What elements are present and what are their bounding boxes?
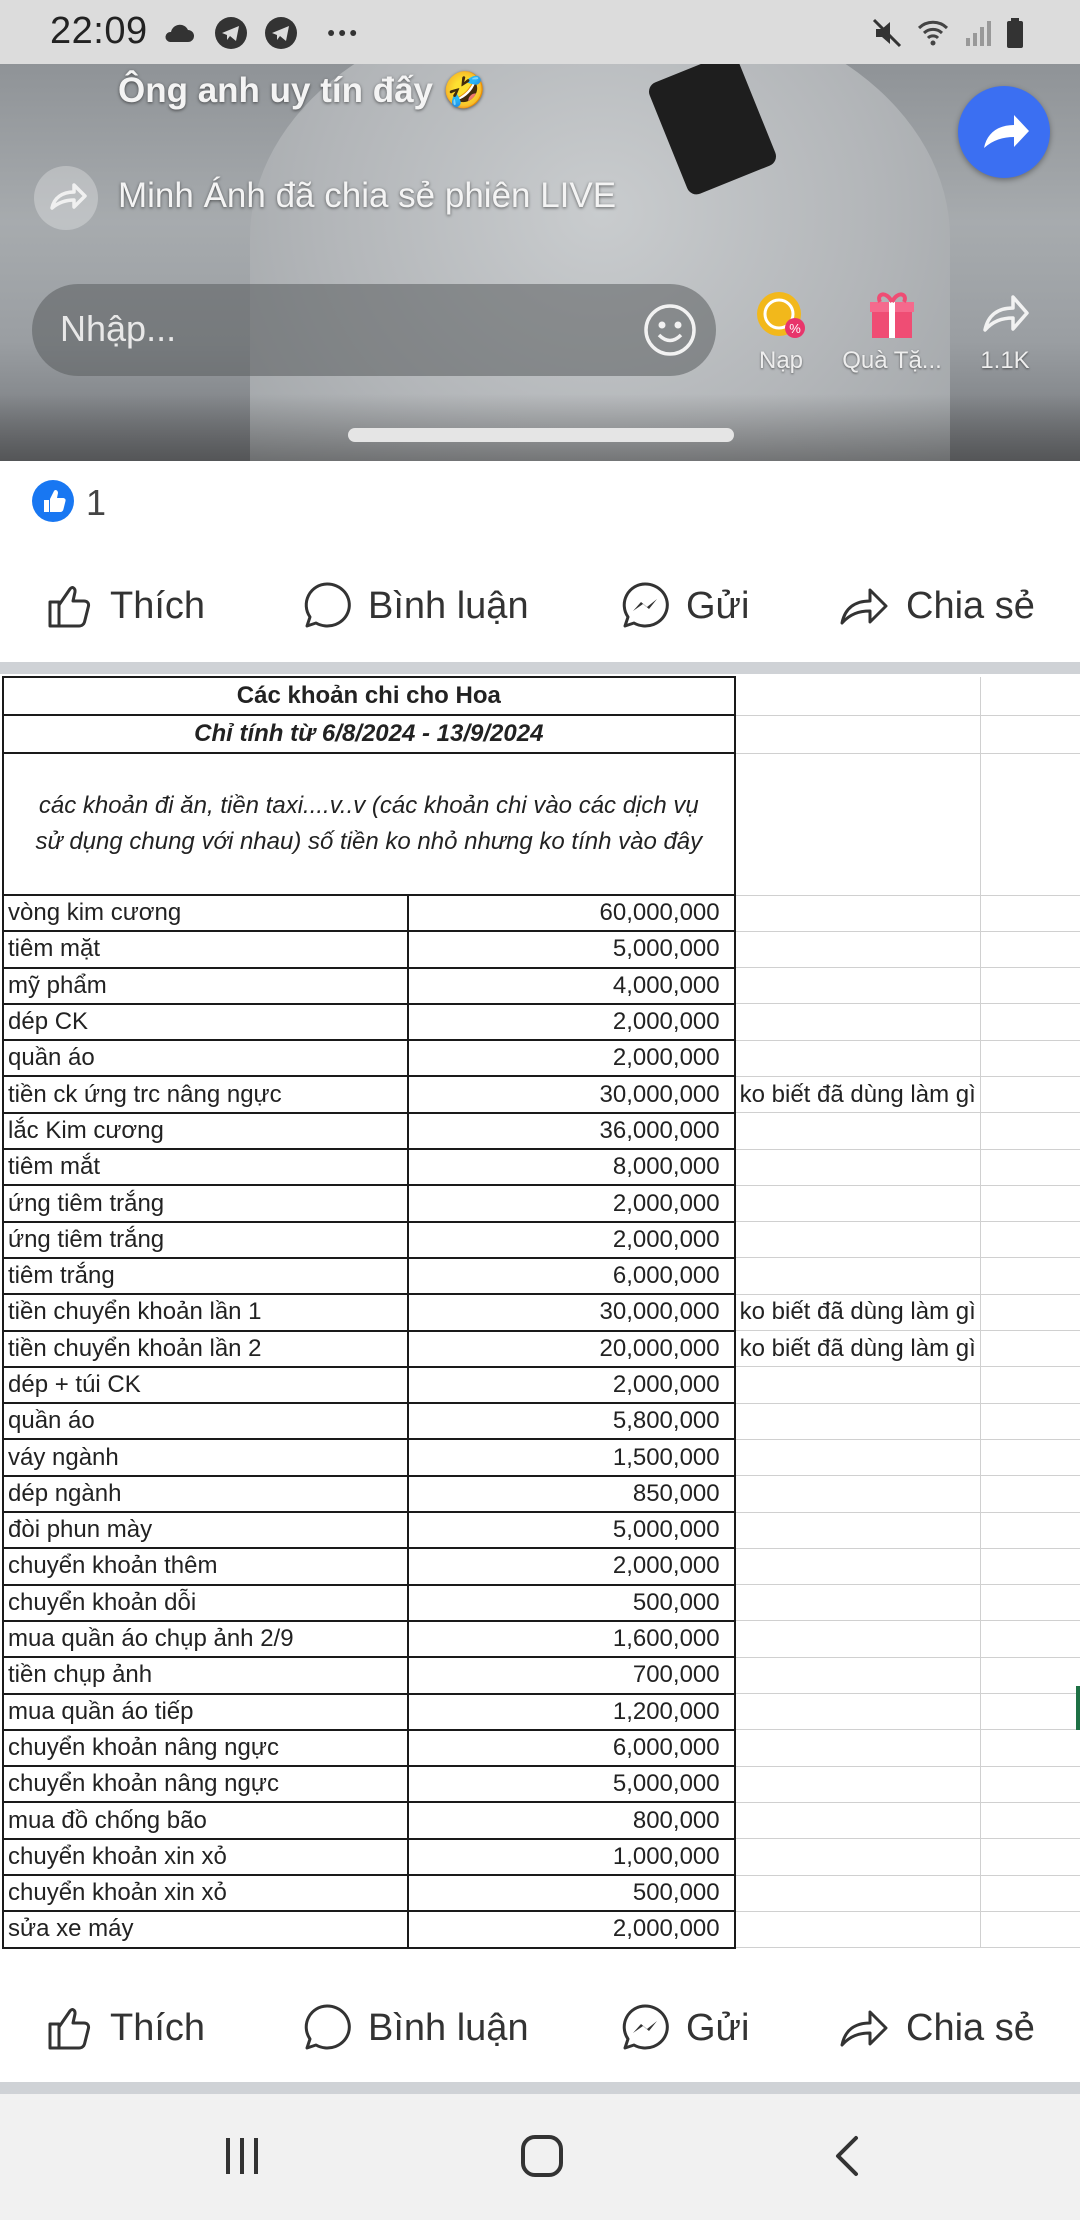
telegram-icon (264, 16, 298, 50)
table-row (3, 1185, 1080, 1221)
table-row (3, 968, 1080, 1004)
expense-amount: 2,000,000 (408, 1911, 734, 1947)
table-subtitle-row (3, 715, 1080, 753)
expense-amount: 5,000,000 (408, 1512, 734, 1548)
expense-item: dép CK (3, 1004, 408, 1040)
table-row (3, 1730, 1080, 1766)
table-row (3, 1585, 1080, 1621)
expense-amount: 20,000,000 (408, 1331, 734, 1367)
expense-amount: 1,000,000 (408, 1839, 734, 1875)
empty-cell (980, 1476, 1080, 1512)
empty-cell (980, 1439, 1080, 1475)
share-fab-button[interactable] (958, 86, 1050, 178)
svg-text:%: % (789, 321, 801, 336)
share-icon (836, 2001, 892, 2055)
messenger-icon (618, 579, 672, 633)
send-button[interactable]: Gửi (618, 2000, 749, 2056)
table-row (3, 1875, 1080, 1911)
expense-amount: 500,000 (408, 1875, 734, 1911)
expense-amount: 2,000,000 (408, 1222, 734, 1258)
expense-remark (735, 1149, 981, 1185)
thumbs-up-icon (44, 580, 96, 632)
spreadsheet-image[interactable] (0, 676, 1080, 1966)
expense-remark (735, 1548, 981, 1584)
home-icon[interactable] (518, 2132, 566, 2180)
table-row (3, 1439, 1080, 1475)
expense-item: đòi phun mày (3, 1512, 408, 1548)
expense-remark (735, 1585, 981, 1621)
expense-remark (735, 1222, 981, 1258)
expense-remark (735, 1403, 981, 1439)
live-comment: Ông anh uy tín đấy 🤣 (118, 71, 487, 110)
expense-remark (735, 1367, 981, 1403)
expense-amount: 1,200,000 (408, 1694, 734, 1730)
share-notice-icon (34, 166, 98, 230)
table-row (3, 1040, 1080, 1076)
empty-cell (980, 1512, 1080, 1548)
expense-remark (735, 1258, 981, 1294)
expense-amount: 30,000,000 (408, 1076, 734, 1112)
expense-amount: 4,000,000 (408, 968, 734, 1004)
expense-amount: 2,000,000 (408, 1548, 734, 1584)
expense-item: tiêm mắt (3, 1149, 408, 1185)
table-row (3, 1076, 1080, 1112)
table-row (3, 1911, 1080, 1947)
expense-table (2, 676, 1080, 1949)
system-nav-bar (0, 2094, 1080, 2220)
share-button[interactable]: Chia sẻ (836, 2000, 1035, 2056)
expense-item: quần áo (3, 1403, 408, 1439)
expense-amount: 5,800,000 (408, 1403, 734, 1439)
empty-cell (980, 1585, 1080, 1621)
gift-icon (864, 286, 920, 342)
table-row (3, 1802, 1080, 1838)
like-button[interactable]: Thích (44, 2000, 205, 2056)
expense-amount: 2,000,000 (408, 1040, 734, 1076)
expense-item: chuyển khoản xin xỏ (3, 1839, 408, 1875)
share-notice-text: Minh Ánh đã chia sẻ phiên LIVE (118, 176, 617, 215)
table-row (3, 1113, 1080, 1149)
expense-item: chuyển khoản thêm (3, 1548, 408, 1584)
expense-amount: 500,000 (408, 1585, 734, 1621)
expense-remark (735, 1875, 981, 1911)
expense-item: chuyển khoản nâng ngực (3, 1730, 408, 1766)
table-row (3, 1621, 1080, 1657)
expense-remark (735, 1766, 981, 1802)
post-action-bar (0, 1976, 1080, 2076)
table-row (3, 1657, 1080, 1693)
expense-remark (735, 1185, 981, 1221)
live-video[interactable] (0, 64, 1080, 461)
empty-cell (980, 1185, 1080, 1221)
emoji-icon[interactable] (642, 302, 698, 358)
topup-button[interactable]: % Nạp (731, 286, 831, 375)
expense-item: tiền chuyển khoản lần 1 (3, 1294, 408, 1330)
battery-icon (1000, 16, 1034, 50)
expense-amount: 1,600,000 (408, 1621, 734, 1657)
empty-cell (980, 1149, 1080, 1185)
expense-amount: 5,000,000 (408, 1766, 734, 1802)
expense-amount: 36,000,000 (408, 1113, 734, 1149)
like-button[interactable]: Thích (44, 578, 205, 634)
expense-remark (735, 1839, 981, 1875)
expense-amount: 1,500,000 (408, 1439, 734, 1475)
table-row (3, 1548, 1080, 1584)
expense-item: mua quần áo chụp ảnh 2/9 (3, 1621, 408, 1657)
expense-item: váy ngành (3, 1439, 408, 1475)
share-icon (977, 286, 1033, 342)
table-row (3, 1766, 1080, 1802)
expense-remark (735, 1730, 981, 1766)
expense-remark: ko biết đã dùng làm gì (735, 1076, 981, 1112)
like-reaction-icon (32, 480, 74, 522)
expense-item: tiêm mặt (3, 931, 408, 967)
empty-cell (980, 1802, 1080, 1838)
expense-item: mua quần áo tiếp (3, 1694, 408, 1730)
wifi-icon (916, 16, 950, 50)
empty-cell (980, 1403, 1080, 1439)
live-share-button[interactable]: 1.1K (955, 286, 1055, 375)
table-row (3, 1403, 1080, 1439)
table-row (3, 1294, 1080, 1330)
expense-item: tiền chuyển khoản lần 2 (3, 1331, 408, 1367)
expense-remark (735, 1004, 981, 1040)
empty-cell (980, 1730, 1080, 1766)
table-row (3, 1367, 1080, 1403)
table-row (3, 1222, 1080, 1258)
expense-amount: 5,000,000 (408, 931, 734, 967)
signal-icon (962, 16, 996, 50)
empty-cell (980, 1258, 1080, 1294)
expense-amount: 8,000,000 (408, 1149, 734, 1185)
expense-remark (735, 1512, 981, 1548)
empty-cell (980, 968, 1080, 1004)
thumbs-up-icon (44, 2002, 96, 2054)
expense-item: chuyển khoản nâng ngực (3, 1766, 408, 1802)
expense-item: dép + túi CK (3, 1367, 408, 1403)
expense-amount: 700,000 (408, 1657, 734, 1693)
empty-cell (980, 1548, 1080, 1584)
expense-item: dép ngành (3, 1476, 408, 1512)
expense-item: tiền chụp ảnh (3, 1657, 408, 1693)
empty-cell (980, 1657, 1080, 1693)
like-count[interactable]: 1 (86, 482, 107, 523)
expense-remark (735, 1911, 981, 1947)
empty-cell (980, 1694, 1080, 1730)
expense-amount: 2,000,000 (408, 1367, 734, 1403)
cell-selection-marker (1076, 1686, 1080, 1730)
empty-cell (980, 1004, 1080, 1040)
expense-item: tiêm trắng (3, 1258, 408, 1294)
table-row (3, 1331, 1080, 1367)
table-title: Các khoản chi cho Hoa (3, 677, 735, 715)
table-row (3, 1149, 1080, 1185)
expense-amount: 850,000 (408, 1476, 734, 1512)
expense-item: ứng tiêm trắng (3, 1185, 408, 1221)
expense-amount: 2,000,000 (408, 1004, 734, 1040)
telegram-icon (214, 16, 248, 50)
post-divider (0, 662, 1080, 674)
expense-remark (735, 931, 981, 967)
expense-amount: 60,000,000 (408, 895, 734, 931)
feed-divider (0, 2082, 1080, 2094)
share-button[interactable]: Chia sẻ (836, 578, 1035, 634)
expense-item: lắc Kim cương (3, 1113, 408, 1149)
recent-apps-icon[interactable] (220, 2134, 264, 2178)
expense-item: chuyển khoản xin xỏ (3, 1875, 408, 1911)
expense-item: mua đồ chống bão (3, 1802, 408, 1838)
status-bar (0, 0, 1080, 64)
back-icon[interactable] (826, 2134, 870, 2178)
table-row (3, 1476, 1080, 1512)
table-row (3, 931, 1080, 967)
expense-remark (735, 1694, 981, 1730)
cloud-icon (162, 16, 196, 50)
table-row (3, 1512, 1080, 1548)
empty-cell (980, 895, 1080, 931)
table-row (3, 1258, 1080, 1294)
expense-amount: 6,000,000 (408, 1730, 734, 1766)
expense-item: tiền ck ứng trc nâng ngực (3, 1076, 408, 1112)
expense-item: mỹ phẩm (3, 968, 408, 1004)
expense-remark (735, 1040, 981, 1076)
comment-bubble-icon (300, 2001, 354, 2055)
expense-remark (735, 968, 981, 1004)
expense-remark (735, 1113, 981, 1149)
expense-remark (735, 1802, 981, 1838)
more-dots-icon (326, 16, 360, 50)
expense-amount: 2,000,000 (408, 1185, 734, 1221)
send-button[interactable]: Gửi (618, 578, 749, 634)
mute-icon (870, 16, 904, 50)
expense-remark (735, 895, 981, 931)
comment-input-placeholder: Nhập... (60, 308, 177, 349)
expense-remark (735, 1476, 981, 1512)
empty-cell (980, 1911, 1080, 1947)
empty-cell (980, 1766, 1080, 1802)
empty-cell (980, 1222, 1080, 1258)
expense-amount: 30,000,000 (408, 1294, 734, 1330)
share-arrow-icon (958, 86, 1050, 178)
comment-button[interactable]: Bình luận (300, 578, 529, 634)
empty-cell (980, 1040, 1080, 1076)
video-home-indicator (348, 428, 734, 442)
expense-remark (735, 1439, 981, 1475)
table-row (3, 1694, 1080, 1730)
table-row (3, 1839, 1080, 1875)
empty-cell (980, 1113, 1080, 1149)
messenger-icon (618, 2001, 672, 2055)
expense-item: ứng tiêm trắng (3, 1222, 408, 1258)
empty-cell (980, 1621, 1080, 1657)
empty-cell (980, 931, 1080, 967)
expense-item: sửa xe máy (3, 1911, 408, 1947)
table-note: các khoản đi ăn, tiền taxi....v..v (các khoản chi vào các dịch vụ sử dụng chung với nhau) số tiền ko nhỏ nhưng ko tính vào đây (3, 753, 735, 895)
expense-amount: 800,000 (408, 1802, 734, 1838)
empty-cell (980, 1839, 1080, 1875)
expense-amount: 6,000,000 (408, 1258, 734, 1294)
empty-cell (980, 1331, 1080, 1367)
expense-item: vòng kim cương (3, 895, 408, 931)
table-title-row (3, 677, 1080, 715)
share-icon (836, 579, 892, 633)
expense-remark (735, 1657, 981, 1693)
empty-cell (980, 1875, 1080, 1911)
gift-button[interactable]: Quà Tặ... (842, 286, 942, 375)
table-subtitle: Chỉ tính từ 6/8/2024 - 13/9/2024 (3, 715, 735, 753)
empty-cell (980, 1294, 1080, 1330)
expense-remark: ko biết đã dùng làm gì (735, 1331, 981, 1367)
status-time: 22:09 (50, 10, 148, 52)
comment-bubble-icon (300, 579, 354, 633)
expense-remark: ko biết đã dùng làm gì (735, 1294, 981, 1330)
coin-icon (753, 286, 809, 342)
post-action-bar (0, 554, 1080, 654)
empty-cell (980, 1367, 1080, 1403)
empty-cell (980, 1076, 1080, 1112)
table-row (3, 895, 1080, 931)
comment-button[interactable]: Bình luận (300, 2000, 529, 2056)
expense-item: quần áo (3, 1040, 408, 1076)
table-row (3, 1004, 1080, 1040)
expense-item: chuyển khoản dỗi (3, 1585, 408, 1621)
table-note-row (3, 753, 1080, 895)
expense-remark (735, 1621, 981, 1657)
